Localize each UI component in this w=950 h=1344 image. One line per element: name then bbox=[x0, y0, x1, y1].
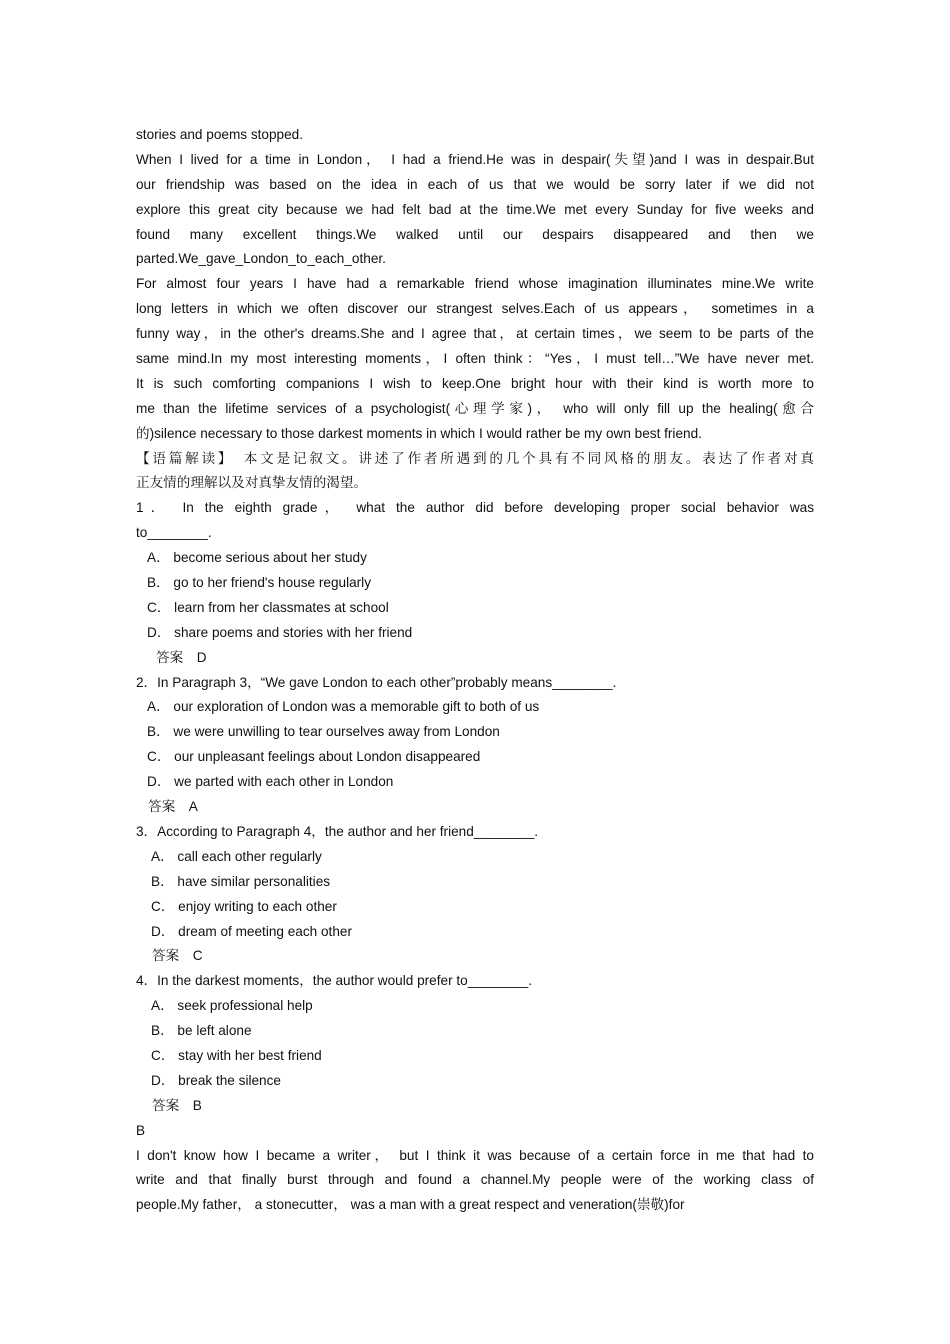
question-2-option-D: D． we parted with each other in London bbox=[147, 774, 394, 790]
question-4-option-A: A． seek professional help bbox=[151, 998, 313, 1014]
question-4-stem: 4．In the darkest moments，the author would prefer to________. bbox=[136, 973, 532, 989]
analysis-line: 正友情的理解以及对真挚友情的渴望。 bbox=[136, 475, 368, 492]
passage-paragraph-3-line: For almost four years I have had a remarkable friend whose imagination illuminates mine.We write bbox=[136, 276, 814, 292]
section-b-paragraph-line: people.My father， a stonecutter， was a man with a great respect and veneration(崇敬)for bbox=[136, 1197, 685, 1213]
question-3-option-B: B． have similar personalities bbox=[151, 873, 331, 889]
question-1-answer: 答案 D bbox=[156, 649, 207, 665]
question-4-answer: 答案 B bbox=[152, 1097, 202, 1113]
passage-paragraph-3-line: 的)silence necessary to those darkest moments in which I would rather be my own best friend. bbox=[136, 425, 702, 441]
passage-paragraph-3-line: long letters in which we often discover our strangest selves.Each of us appears， sometimes in a bbox=[136, 301, 814, 317]
passage-paragraph-2-line: When I lived for a time in London， I had a friend.He was in despair(失望)and I was in despair.But bbox=[136, 151, 814, 167]
section-b-paragraph-line: write and that finally burst through and found a channel.My people were of the working class of bbox=[136, 1172, 814, 1188]
passage-paragraph-1-line: stories and poems stopped. bbox=[136, 127, 304, 142]
question-1-option-A: A． become serious about her study bbox=[147, 550, 367, 566]
section-b-heading: B bbox=[136, 1122, 146, 1138]
question-2-option-C: C． our unpleasant feelings about London disappeared bbox=[147, 749, 481, 765]
question-4-option-C: C． stay with her best friend bbox=[151, 1047, 322, 1063]
question-3-option-D: D． dream of meeting each other bbox=[151, 923, 352, 939]
question-1-option-D: D． share poems and stories with her friend bbox=[147, 624, 413, 640]
question-1-stem: 1． In the eighth grade， what the author did before developing proper social behavior was bbox=[136, 500, 814, 516]
question-1-option-B: B． go to her friend's house regularly bbox=[147, 575, 371, 591]
question-2-option-A: A． our exploration of London was a memorable gift to both of us bbox=[147, 699, 540, 715]
question-3-option-A: A． call each other regularly bbox=[151, 848, 322, 864]
passage-paragraph-3-line: funny way，in the other's dreams.She and I agree that，at certain times，we seem to be parts of the bbox=[136, 326, 814, 342]
analysis-line: 【语篇解读】 本文是记叙文。讲述了作者所遇到的几个具有不同风格的朋友。表达了作者对真 bbox=[136, 450, 814, 467]
document-page bbox=[136, 123, 814, 1218]
section-b-paragraph-line: I don't know how I became a writer， but I think it was because of a certain force in me that had to bbox=[136, 1147, 814, 1163]
passage-paragraph-2-line: parted.We_gave_London_to_each_other. bbox=[136, 251, 386, 267]
passage-paragraph-2-line: our friendship was based on the idea in each of us that we would be sorry later if we did not bbox=[136, 176, 814, 192]
question-2-answer: 答案 A bbox=[148, 799, 198, 815]
question-2-option-B: B． we were unwilling to tear ourselves away from London bbox=[147, 724, 500, 740]
question-1-stem: to________. bbox=[136, 525, 212, 541]
question-3-stem: 3．According to Paragraph 4，the author and her friend________. bbox=[136, 823, 539, 839]
passage-paragraph-3-line: me than the lifetime services of a psychologist(心理学家)， who will only fill up the healing(愈合 bbox=[136, 400, 814, 416]
question-2-stem: 2．In Paragraph 3，“We gave London to each other”probably means________. bbox=[136, 674, 617, 690]
question-3-option-C: C． enjoy writing to each other bbox=[151, 898, 337, 914]
passage-paragraph-2-line: found many excellent things.We walked until our despairs disappeared and then we bbox=[136, 226, 814, 242]
passage-paragraph-2-line: explore this great city because we had felt bad at the time.We met every Sunday for five weeks and bbox=[136, 201, 814, 217]
question-1-option-C: C． learn from her classmates at school bbox=[147, 599, 389, 615]
passage-paragraph-3-line: same mind.In my most interesting moments，I often think：“Yes，I must tell…”We have never met. bbox=[136, 351, 814, 367]
question-4-option-D: D． break the silence bbox=[151, 1072, 281, 1088]
passage-paragraph-3-line: It is such comforting companions I wish to keep.One bright hour with their kind is worth more to bbox=[136, 375, 814, 391]
question-3-answer: 答案 C bbox=[152, 948, 203, 964]
question-4-option-B: B． be left alone bbox=[151, 1023, 252, 1039]
